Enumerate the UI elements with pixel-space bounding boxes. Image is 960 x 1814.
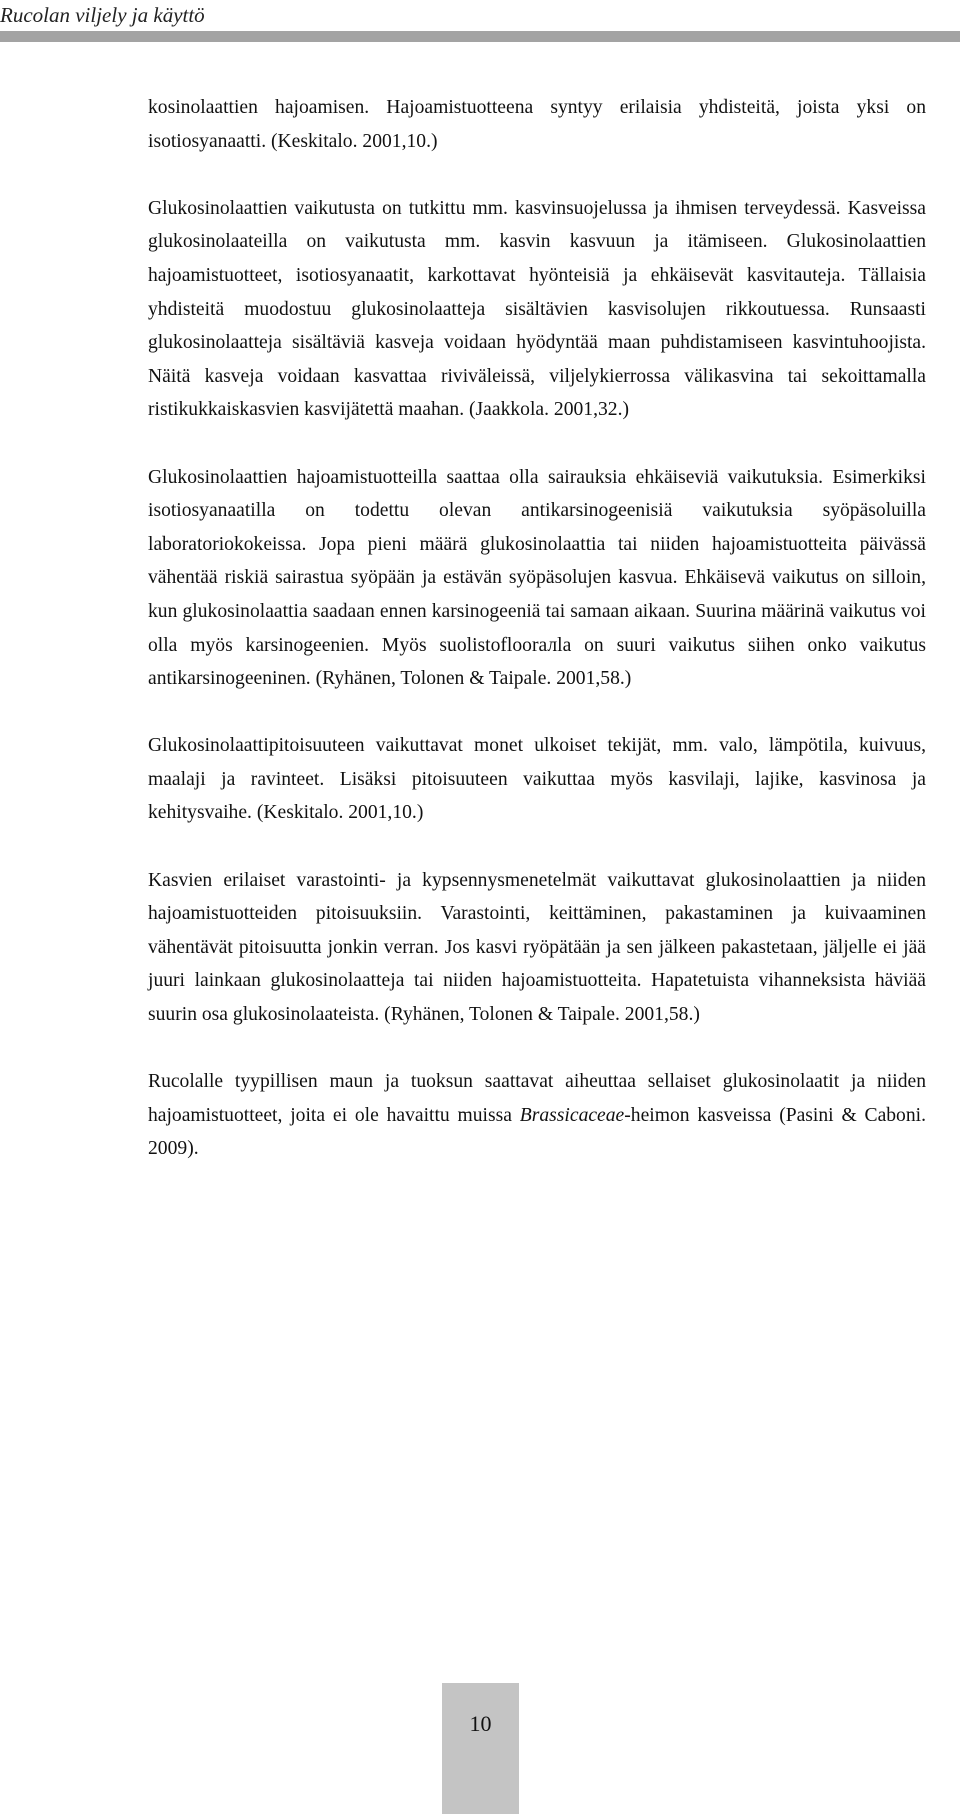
page-number-box [442, 1683, 519, 1814]
paragraph-1: kosinolaattien hajoamisen. Hajoamistuotteena syntyy erilaisia yhdisteitä, joista yksi on isotiosyanaatti. (Keskitalo. 2001,10.) [148, 97, 926, 152]
paragraph-6-text-end: -heimon kasveissa (Pasini & Caboni. 2009). [148, 1104, 926, 1160]
paragraph-6-text-start: Rucolalle tyypillisen maun ja tuoksun saattavat aiheuttaa sellaiset glukosinolaatit ja niiden hajoamistuotteet, joita ei ole havaittu muissa [148, 1071, 926, 1126]
paragraph-2: Glukosinolaattien vaikutusta on tutkittu mm. kasvinsuojelussa ja ihmisen terveydessä. Kasveissa glukosinolaateilla on vaikutusta mm. kasvin kasvuun ja itämiseen. Glukosinolaattien hajoamistuotteet, isotiosyanaatit, karkottavat hyönteisiä ja ehkäisevät kasvitauteja. Tällaisia yhdisteitä muodostuu glukosinolaatteja sisältävien kasvisolujen rikkoutuessa. Runsaasti glukosinolaatteja sisältäviä kasveja voidaan hyödyntää maan puhdistamiseen kasvintuhoojista. Näitä kasveja voidaan kasvattaa riviväleissä, viljelykierrossa välikasvina tai sekoittamalla ristikukkaiskasvien kasvijätettä maahan. (Jaakkola. 2001,32.) [148, 197, 926, 421]
paragraph-4: Glukosinolaattipitoisuuteen vaikuttavat monet ulkoiset tekijät, mm. valo, lämpötila, kuivuus, maalaji ja ravinteet. Lisäksi pitoisuuteen vaikuttaa myös kasvilaji, lajike, kasvinosa ja kehitysvaihe. (Keskitalo. 2001,10.) [148, 735, 926, 824]
document-title: Rucolan viljely ja käyttö [0, 3, 205, 27]
page-number: 10 [469, 1711, 492, 1736]
paragraph-3: Glukosinolaattien hajoamistuotteilla saattaa olla sairauksia ehkäiseviä vaikutuksia. Esimerkiksi isotiosyanaatilla on todettu olevan antikarsinogeenisiä vaikutuksia syöpäsoluilla laboratoriokokeissa. Jopa pieni määrä glukosinolaattia tai niiden hajoamistuotteita päivässä vähentää riskiä sairastua syöpään ja estävän syöpäsolujen kasvua. Ehkäisevä vaikutus on silloin, kun glukosinolaattia saadaan ennen karsinogeeniä tai samaan aikaan. Suurina määrinä vaikutus voi olla myös karsinogeenien. Myös suolistofloorалla on suuri vaikutus siihen onko vaikutus antikarsinogeeninen. (Ryhänen, Tolonen & Taipale. 2001,58.) [148, 466, 926, 690]
header-rule [0, 31, 960, 42]
paragraph-5: Kasvien erilaiset varastointi- ja kypsennysmenetelmät vaikuttavat glukosinolaattien ja niiden hajoamistuotteiden pitoisuuksiin. Varastointi, keittäminen, pakastaminen ja kuivaaminen vähentävät pitoisuutta jonkin verran. Jos kasvi ryöpätään ja sen jälkeen pakastetaan, jäljelle ei jää juuri lainkaan glukosinolaatteja tai niiden hajoamistuotteita. Hapatetuista vihanneksista häviää suurin osa glukosinolaateista. (Ryhänen, Tolonen & Taipale. 2001,58.) [148, 869, 926, 1026]
running-header [0, 0, 960, 44]
page-body [148, 91, 926, 1166]
taxon-name: Brassicaceae [519, 1104, 625, 1126]
paragraph-6 [148, 1065, 926, 1166]
